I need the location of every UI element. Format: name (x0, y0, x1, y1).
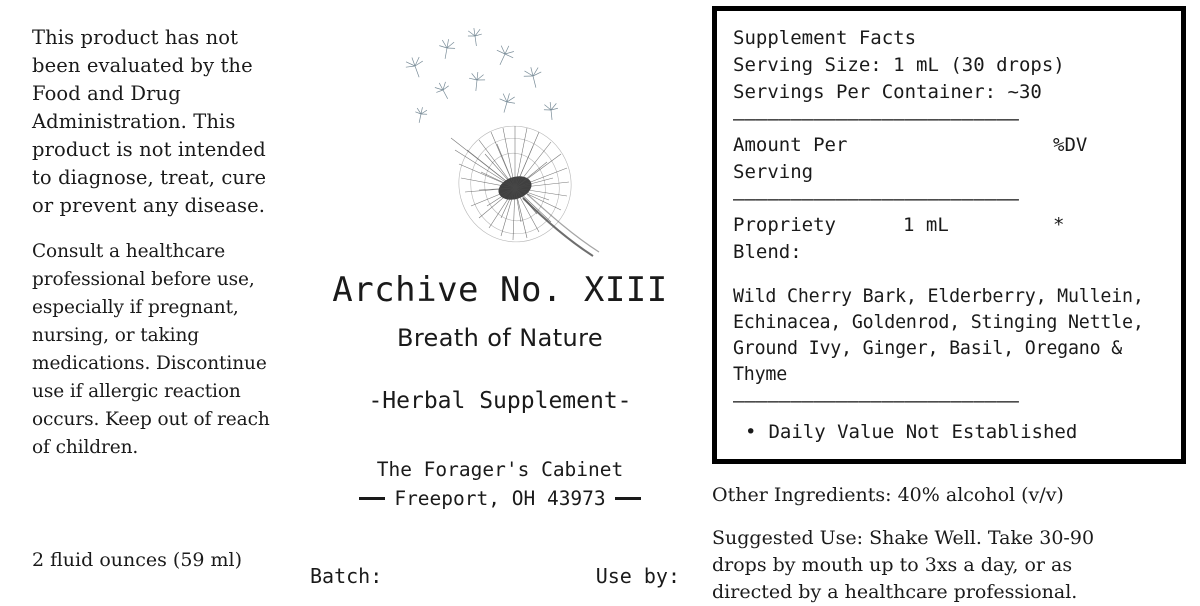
facts-separator-3: ————————————————————————— (733, 391, 1019, 411)
suggested-use-text: Suggested Use: Shake Well. Take 30-90 drops by mouth up to 3xs a day, or as directed by a healthcare professional. (712, 527, 1095, 603)
page-title: Archive No. XIII (332, 270, 668, 310)
facts-separator-2: ————————————————————————— (733, 189, 1019, 209)
blend-row (733, 212, 1167, 239)
fda-disclaimer-text: This product has not been evaluated by the Food and Drug Administration. This product is not intended to diagnose, treat, cure or prevent any disease. (32, 26, 267, 217)
ingredients-text: Wild Cherry Bark, Elderberry, Mullein, Echinacea, Goldenrod, Stinging Nettle, Ground Ivy, Ginger, Basil, Oregano & Thyme (733, 286, 1144, 385)
batch-label: Batch: (310, 564, 383, 588)
rule-right-icon (615, 497, 641, 500)
branding-panel (300, 0, 700, 600)
amount-per-serving-header: Amount Per Serving (733, 134, 848, 183)
dv-header: %DV (1053, 134, 1088, 156)
servings-per-container-text: Servings Per Container: ~30 (733, 81, 1042, 103)
net-volume-text: 2 fluid ounces (59 ml) (32, 549, 243, 571)
batch-useby-row (300, 564, 700, 588)
product-subtitle: Breath of Nature (396, 324, 604, 352)
warnings-panel (0, 0, 300, 600)
bullet-icon: • (745, 421, 757, 443)
supplement-facts-box (712, 6, 1186, 464)
facts-title: Supplement Facts (733, 27, 917, 49)
maker-location-row (359, 487, 640, 510)
product-type-text: -Herbal Supplement- (368, 388, 632, 414)
facts-separator-1: ————————————————————————— (733, 109, 1019, 129)
daily-value-note (733, 419, 1167, 445)
serving-size-text: Serving Size: 1 mL (30 drops) (733, 54, 1065, 76)
maker-location-text: Freeport, OH 43973 (394, 487, 606, 510)
consult-warning-text: Consult a healthcare professional before use, especially if pregnant, nursing, or taking medications. Discontinue use if allergic reaction occurs. Keep out of reach of children. (32, 241, 270, 458)
blend-name: Propriety (733, 214, 836, 236)
use-by-label: Use by: (595, 564, 680, 588)
maker-name-text: The Forager's Cabinet (376, 458, 624, 481)
other-ingredients-text: Other Ingredients: 40% alcohol (v/v) (712, 484, 1064, 506)
facts-header-row (733, 132, 1167, 186)
daily-value-note-text: Daily Value Not Established (768, 421, 1078, 443)
blend-dv: * (1053, 214, 1065, 236)
blend-amount: 1 mL (903, 214, 949, 236)
supplement-facts-panel (700, 0, 1200, 603)
dandelion-seedhead-illustration (355, 18, 645, 268)
rule-left-icon (359, 497, 385, 500)
blend-name-line2: Blend: (733, 241, 802, 263)
